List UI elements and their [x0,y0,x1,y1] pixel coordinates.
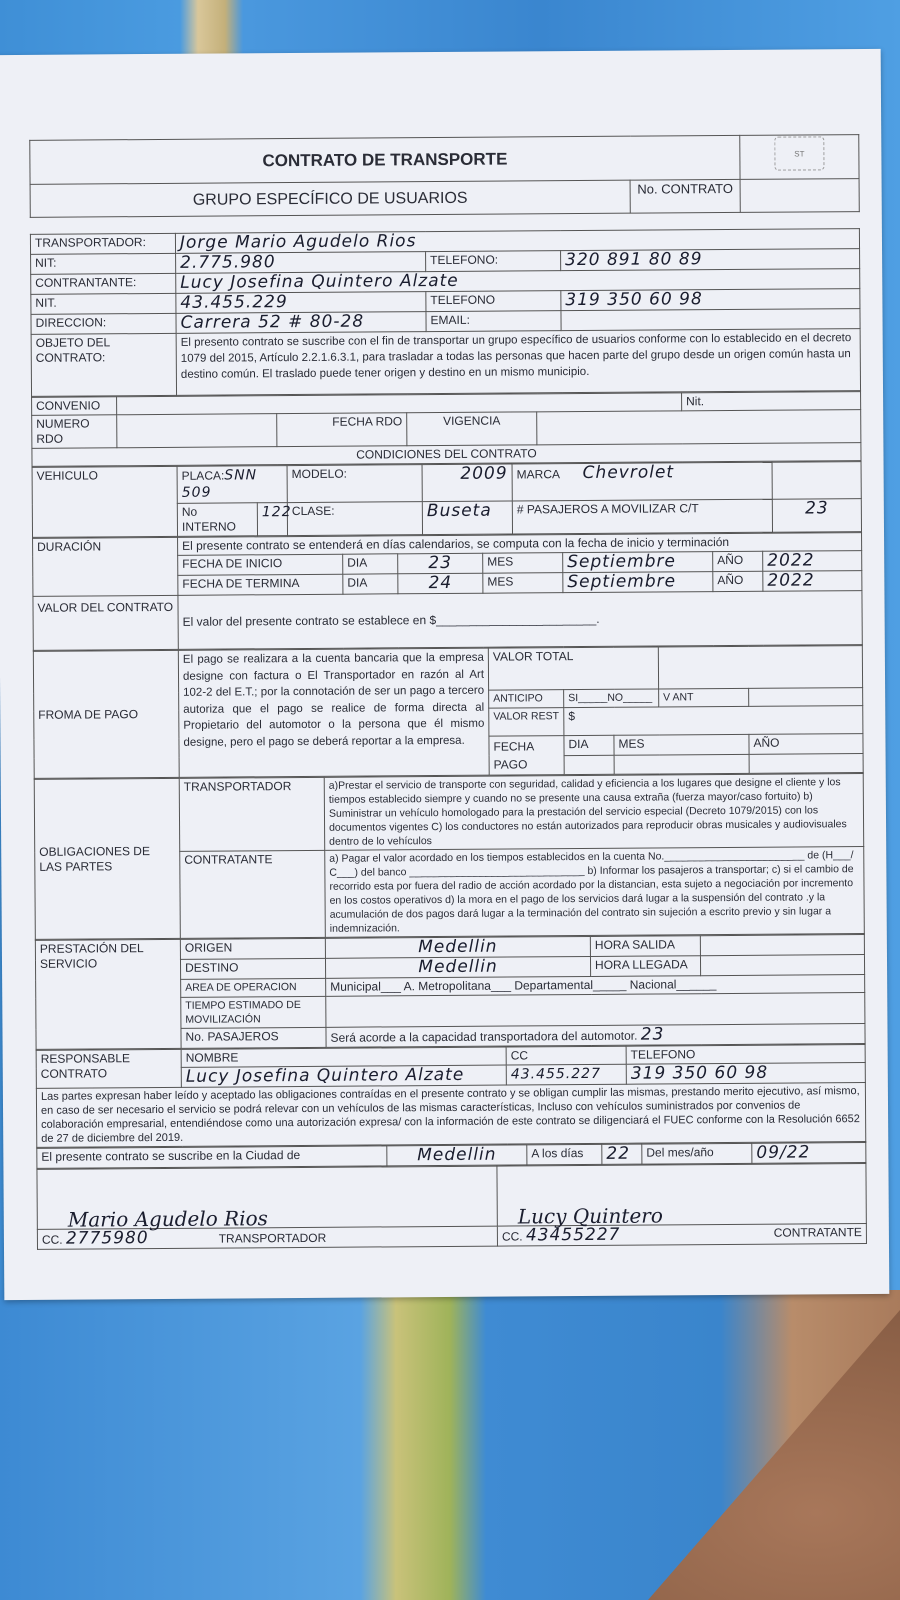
valor-rest-field[interactable]: $ [564,706,863,736]
objeto-label: OBJETO DEL CONTRATO: [31,333,176,396]
transportador-role: TRANSPORTADOR [218,1230,327,1246]
vehiculo-label: VEHICULO [32,466,177,537]
telefono-field[interactable]: 320 891 80 89 [561,249,860,271]
subtitle: GRUPO ESPECÍFICO DE USUARIOS [30,180,630,217]
valor-text: El valor del presente contrato se establece en $________________________. [178,591,862,650]
inicio-label: FECHA DE INICIO [178,554,343,575]
modelo-label: MODELO: [287,465,422,503]
duracion-label: DURACIÓN [33,537,178,596]
contratante-cc-row [497,1224,866,1247]
prestacion-label: PRESTACIÓN DEL SERVICIO [35,939,181,1049]
pago-table [33,645,864,779]
anticipo-si[interactable]: SI_____ [568,691,608,705]
convenio-nit-label: Nit. [682,392,861,411]
tiempo-field[interactable] [326,993,865,1028]
telefono-label: TELEFONO: [426,251,561,272]
hora-llegada-field[interactable] [700,955,864,976]
transportador-cc-row [37,1226,497,1249]
v-ant-field[interactable] [749,688,863,707]
pago-text: El pago se realizara a la cuenta bancaria que la empresa designe con factura o El Transportador en razón al Art 102-2 del E.T.; por la connotación de ser un pago a tercero autoriza que el pago se realice de forma directa al Propietario del automotor o la persona que él mismo designe, pero el pago se deberá reportar a la empresa. [178,648,489,777]
convenio-label: CONVENIO [32,397,117,416]
contratante-cc: 43455227 [525,1224,621,1246]
fin-ano-field[interactable]: 2022 [763,571,862,592]
mes-label-2: MES [483,573,563,594]
contratante-label: CONTRANTANTE: [31,273,176,294]
clase-field[interactable]: Buseta [422,501,512,535]
dias-field[interactable]: 22 [602,1144,642,1164]
suscripcion-text: El presente contrato se suscribe en la Ciudad de [37,1146,387,1168]
valor-label: VALOR DEL CONTRATO [33,595,178,650]
valor-total-label: VALOR TOTAL [488,647,658,690]
contract-paper [0,49,889,1300]
telefono2-label: TELEFONO [426,291,561,312]
condiciones-title: CONDICIONES DEL CONTRATO [32,443,861,467]
logo [740,135,859,180]
nit2-label: NIT. [31,293,176,314]
anticipo-label: ANTICIPO [489,690,564,709]
ano-label: AÑO [713,551,763,571]
area-options[interactable]: Municipal___ A. Metropolitana___ Departamental_____ Nacional______ [326,975,865,997]
placa-label: PLACA: [181,468,225,483]
responsable-label: RESPONSABLE CONTRATO [36,1049,181,1088]
cc-label-1: CC. [41,1232,63,1247]
obl-transportador-label: TRANSPORTADOR [179,777,325,851]
anticipo-no[interactable]: NO_____ [607,691,653,704]
fecha-pago-dia-field[interactable] [564,755,614,775]
prestacion-table [35,934,866,1050]
dia-label: DIA [343,554,398,574]
page-title: CONTRATO DE TRANSPORTE [30,135,740,184]
mes-ano-field[interactable]: 09/22 [752,1143,866,1164]
fin-mes-field[interactable]: Septiembre [563,572,713,593]
marca-value: Chevrolet [582,462,675,484]
dias-label: A los días [527,1144,602,1165]
numero-rdo-label: NUMERO RDO [32,415,117,449]
firmas-table [36,1163,867,1250]
placa-field[interactable] [177,466,287,504]
no-pasajeros-text: Será acorde a la capacidad transportadora del automotor. [330,1028,638,1045]
responsable-table [36,1044,867,1148]
nombre-field[interactable]: Lucy Josefina Quintero Alzate [181,1065,506,1087]
obl-contratante-text: a) Pagar el valor acordado en los tiempos establecidos en la cuenta No.________________________ de (H___/ C___) del banco ______________________________ b) Informar los pasajeros a transportar; c) si el cambio de recorrido esta por fuera del radio de acción acordado por la distancian, esta sujeto a negociación por incremento en los costos operativos d) la mora en el pago de los servicios dará lugar a la suspensión del contrato .y la acumulación de dos pagos dará lugar a la terminación del contrato sin sujeción a escrito previo y sin lugar a indemnización. [325,847,865,938]
tiempo-label: TIEMPO ESTIMADO DE MOVILIZACIÓN [181,996,326,1028]
pasajeros-field[interactable]: 23 [772,499,861,533]
contratante-role: CONTRATANTE [773,1225,862,1240]
area-label: AREA DE OPERACION [181,978,326,997]
fecha-pago-label: FECHA PAGO [489,736,564,776]
inicio-ano-field[interactable]: 2022 [763,551,862,572]
direccion-field[interactable]: Carrera 52 # 80-28 [176,312,426,334]
telefono2-field[interactable]: 319 350 60 98 [561,289,860,311]
vigencia-field[interactable] [537,410,861,445]
convenio-table [31,391,861,467]
no-contrato-field[interactable] [740,179,859,213]
transportador-label: TRANSPORTADOR: [30,233,175,254]
duracion-table [32,532,863,651]
transportador-cc: 2775980 [65,1228,149,1249]
email-field[interactable] [561,309,860,331]
resp-telefono-label: TELEFONO [626,1045,865,1065]
clausula-text: Las partes expresan haber leído y aceptado las obligaciones contraídas en el presente contrato y se obligan cumplir las mismas, prestando merito ejecutivo, así mismo, en caso de ser necesario el servicio se podrá relevar con un vehículos de las mismas características, Incluso con vehículos suministrados por convenios de colaboración empresarial, entendiéndose como una autorización expresa/ con la información de este contrato se diligenciará el FUEC conforme con la Resolución 6652 de 27 de diciembre del 2019. [36,1083,865,1148]
clase-label: CLASE: [287,502,422,536]
fecha-rdo-label: FECHA RDO [277,413,407,447]
inicio-mes-field[interactable]: Septiembre [563,552,713,573]
resp-telefono-field[interactable]: 319 350 60 98 [626,1063,865,1085]
numero-rdo-field[interactable] [117,414,277,448]
nit2-field[interactable]: 43.455.229 [176,292,426,314]
logo-icon: ST [774,136,824,170]
header-table [29,134,860,218]
destino-field[interactable]: Medellin [325,956,590,978]
contratante-field[interactable]: Lucy Josefina Quintero Alzate [176,269,860,294]
cc-label: CC [506,1046,626,1065]
no-contrato-label: No. CONTRATO [630,179,740,213]
fecha-pago-mes-field[interactable] [614,754,749,774]
no-pasajeros-value: 23 [640,1024,665,1045]
contratante-signature: Lucy Quintero [497,1164,866,1227]
contract-form [29,134,867,1250]
cc-label-2: CC. [501,1229,523,1244]
dia-label-2: DIA [343,574,398,594]
obl-contratante-label: CONTRATANTE [180,850,326,938]
fecha-pago-dia-label: DIA [564,735,614,755]
transportador-signature: Mario Agudelo Rios [37,1166,497,1229]
placa-value: SNN 509 [181,467,258,501]
origen-field[interactable]: Medellin [325,936,590,958]
valor-total-field[interactable] [658,646,862,689]
objeto-text: El presento contrato se suscribe con el fin de transportar un grupo específico de usuarios conforme con lo establecido en el decreto 1079 del 2015, Artículo 2.2.1.6.3.1, para trasladar a todas las personas que hacen parte del grupo desde un origen común hasta un destino común. El traslado puede tener origen y destino en un mismo municipio. [176,329,860,396]
fin-dia-field[interactable]: 24 [398,573,483,594]
duracion-text: El presente contrato se entenderá en días calendarios, se computa con la fecha de inicio y terminación [178,533,862,556]
ciudad-field[interactable]: Medellin [387,1145,527,1166]
vehiculo-table [32,461,862,538]
interno-field[interactable]: 122 [257,503,287,536]
pago-label: FROMA DE PAGO [33,650,179,778]
termina-label: FECHA DE TERMINA [178,574,343,595]
v-ant-label: V ANT [659,688,749,707]
direccion-label: DIRECCION: [31,313,176,334]
mes-label: MES [483,553,563,574]
no-pasajeros-label: No. PASAJEROS [181,1027,326,1048]
vigencia-label: VIGENCIA [407,412,537,446]
hora-llegada-label: HORA LLEGADA [590,956,700,977]
email-label: EMAIL: [426,311,561,332]
marca-field[interactable] [512,462,772,501]
obl-transportador-text: a)Prestar el servicio de transporte con seguridad, calidad y eficiencia a los lugares que designe el cliente y los tiempos establecido siempre y cuando no se presente una causa extraña (fuerza mayor/caso fortuito) b) Suministrar un vehículo homologado para la prestación del servicio especial (Decreto 1079/2015) con los documentos vigentes C) los conductores no están autorizados para reproducir obras musicales y audiovisuales dentro de lo vehículos [324,774,863,851]
inicio-dia-field[interactable]: 23 [398,553,483,574]
obligaciones-label: OBLIGACIONES DE LAS PARTES [34,778,180,939]
nombre-label: NOMBRE [181,1047,506,1067]
cc-field[interactable]: 43.455.227 [506,1064,626,1085]
obligaciones-table [34,773,865,940]
anticipo-options[interactable] [564,689,659,708]
transportador-field[interactable]: Jorge Mario Agudelo Rios [175,229,859,254]
nit-label: NIT: [31,253,176,274]
destino-label: DESTINO [180,958,325,979]
fecha-pago-ano-field[interactable] [749,753,863,773]
mes-ano-label: Del mes/año [642,1143,752,1164]
nit-field[interactable]: 2.775.980 [176,252,426,274]
hora-salida-field[interactable] [700,935,864,956]
modelo-field[interactable]: 2009 [422,464,512,502]
parties-table [30,228,861,397]
origen-label: ORIGEN [180,938,325,959]
fecha-pago-ano-label: AÑO [749,734,863,754]
valor-rest-label: VALOR REST [489,708,564,737]
hora-salida-label: HORA SALIDA [590,936,700,957]
fecha-pago-mes-label: MES [614,734,749,754]
ano-label-2: AÑO [713,571,763,591]
marca-label: MARCA [516,467,560,482]
pasajeros-label: # PASAJEROS A MOVILIZAR C/T [512,499,772,534]
interno-label: No INTERNO [177,503,257,537]
